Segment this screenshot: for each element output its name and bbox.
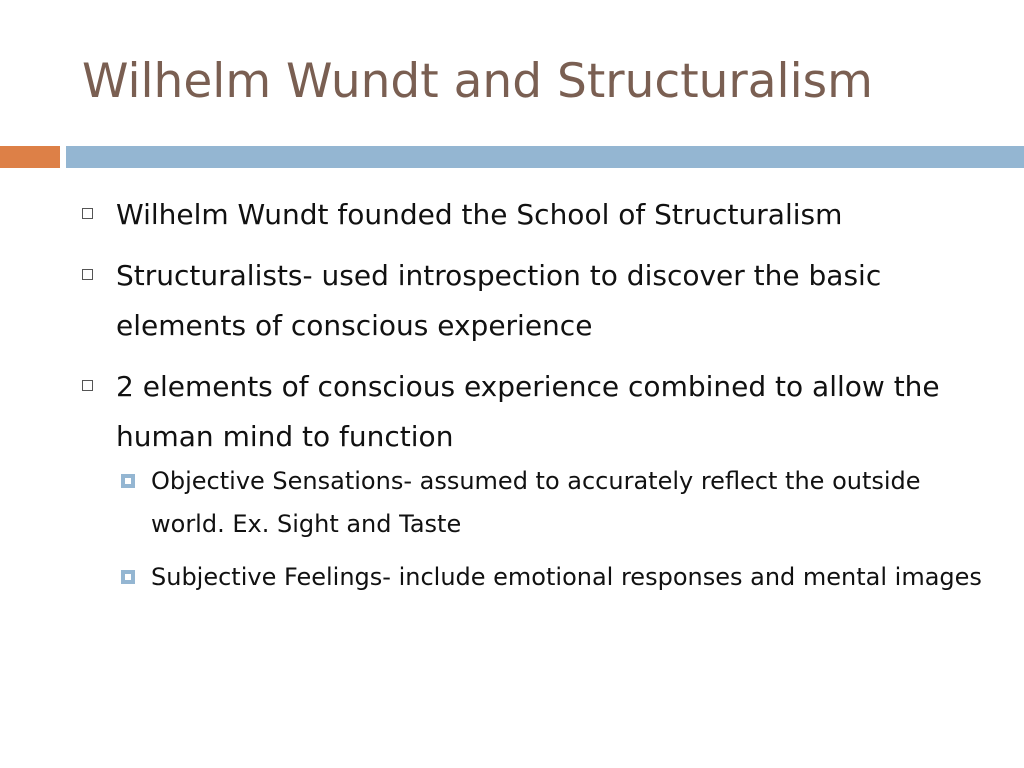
bullet-text: Structuralists- used introspection to discover the basic elements of conscious experience (116, 259, 882, 342)
bullet-item (82, 362, 982, 599)
subbullet-text: Subjective Feelings- include emotional responses and mental images (151, 563, 982, 591)
filled-square-bullet-icon (121, 570, 135, 584)
square-bullet-icon (82, 269, 93, 280)
bullet-item (82, 190, 982, 240)
bullet-item (82, 251, 982, 351)
square-bullet-icon (82, 380, 93, 391)
filled-square-bullet-icon (121, 474, 135, 488)
subbullet-item (116, 460, 982, 546)
title-rule-bar (66, 146, 1024, 168)
subbullet-list (116, 460, 982, 599)
square-bullet-icon (82, 208, 93, 219)
slide-title: Wilhelm Wundt and Structuralism (82, 54, 873, 109)
bullet-list (82, 190, 982, 610)
subbullet-item (116, 556, 982, 599)
bullet-text: 2 elements of conscious experience combined to allow the human mind to function (116, 370, 940, 453)
subbullet-text: Objective Sensations- assumed to accurately reflect the outside world. Ex. Sight and Taste (151, 467, 921, 538)
bullet-text: Wilhelm Wundt founded the School of Structuralism (116, 198, 843, 231)
title-rule-accent (0, 146, 60, 168)
